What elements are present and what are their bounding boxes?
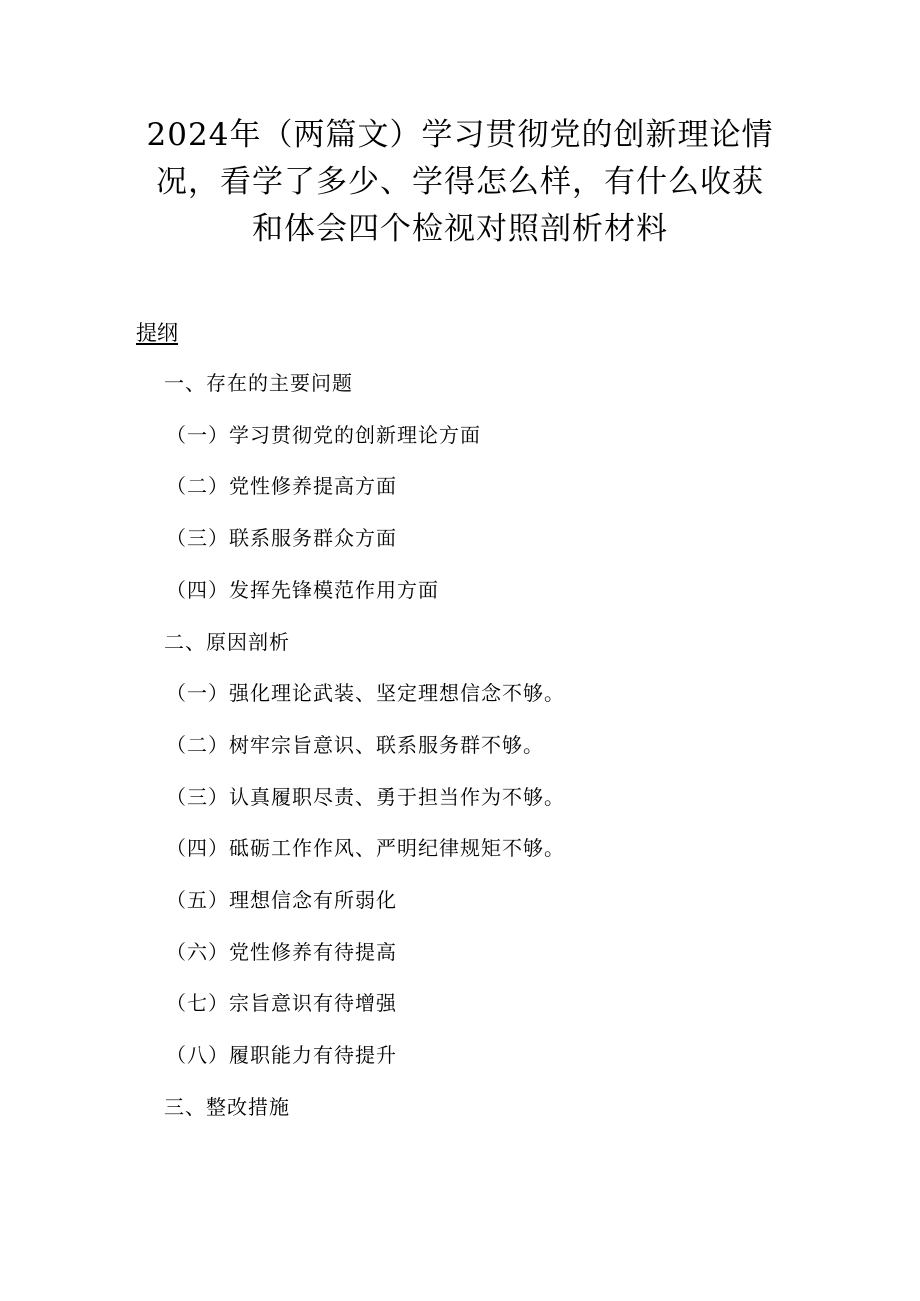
outline-item: （八）履职能力有待提升 (166, 1043, 397, 1068)
outline-item: （三）认真履职尽责、勇于担当作为不够。 (166, 784, 565, 809)
outline-section-heading: 一、存在的主要问题 (164, 371, 353, 395)
outline-section-heading: 三、整改措施 (164, 1094, 290, 1119)
outline-item: （六）党性修养有待提高 (166, 939, 397, 964)
outline-section-heading: 二、原因剖析 (164, 629, 290, 654)
document-title (110, 112, 810, 253)
outline-item: （一）强化理论武装、坚定理想信念不够。 (166, 681, 565, 706)
title-line-3: 和体会四个检视对照剖析材料 (252, 211, 668, 247)
outline-item: （二）党性修养提高方面 (166, 474, 397, 499)
outline-item: （二）树牢宗旨意识、联系服务群不够。 (166, 732, 544, 757)
outline-item: （四）砥砺工作作风、严明纪律规矩不够。 (166, 836, 565, 861)
outline-heading: 提纲 (136, 321, 178, 345)
title-line-1: 2024年（两篇文）学习贯彻党的创新理论情 (146, 117, 774, 153)
outline-item: （五）理想信念有所弱化 (166, 888, 397, 912)
outline-item: （一）学习贯彻党的创新理论方面 (166, 422, 481, 447)
outline-item: （三）联系服务群众方面 (166, 526, 397, 551)
outline-item: （四）发挥先锋模范作用方面 (166, 577, 439, 602)
title-line-2: 况，看学了多少、学得怎么样，有什么收获 (156, 164, 764, 200)
outline-item: （七）宗旨意识有待增强 (166, 991, 397, 1016)
